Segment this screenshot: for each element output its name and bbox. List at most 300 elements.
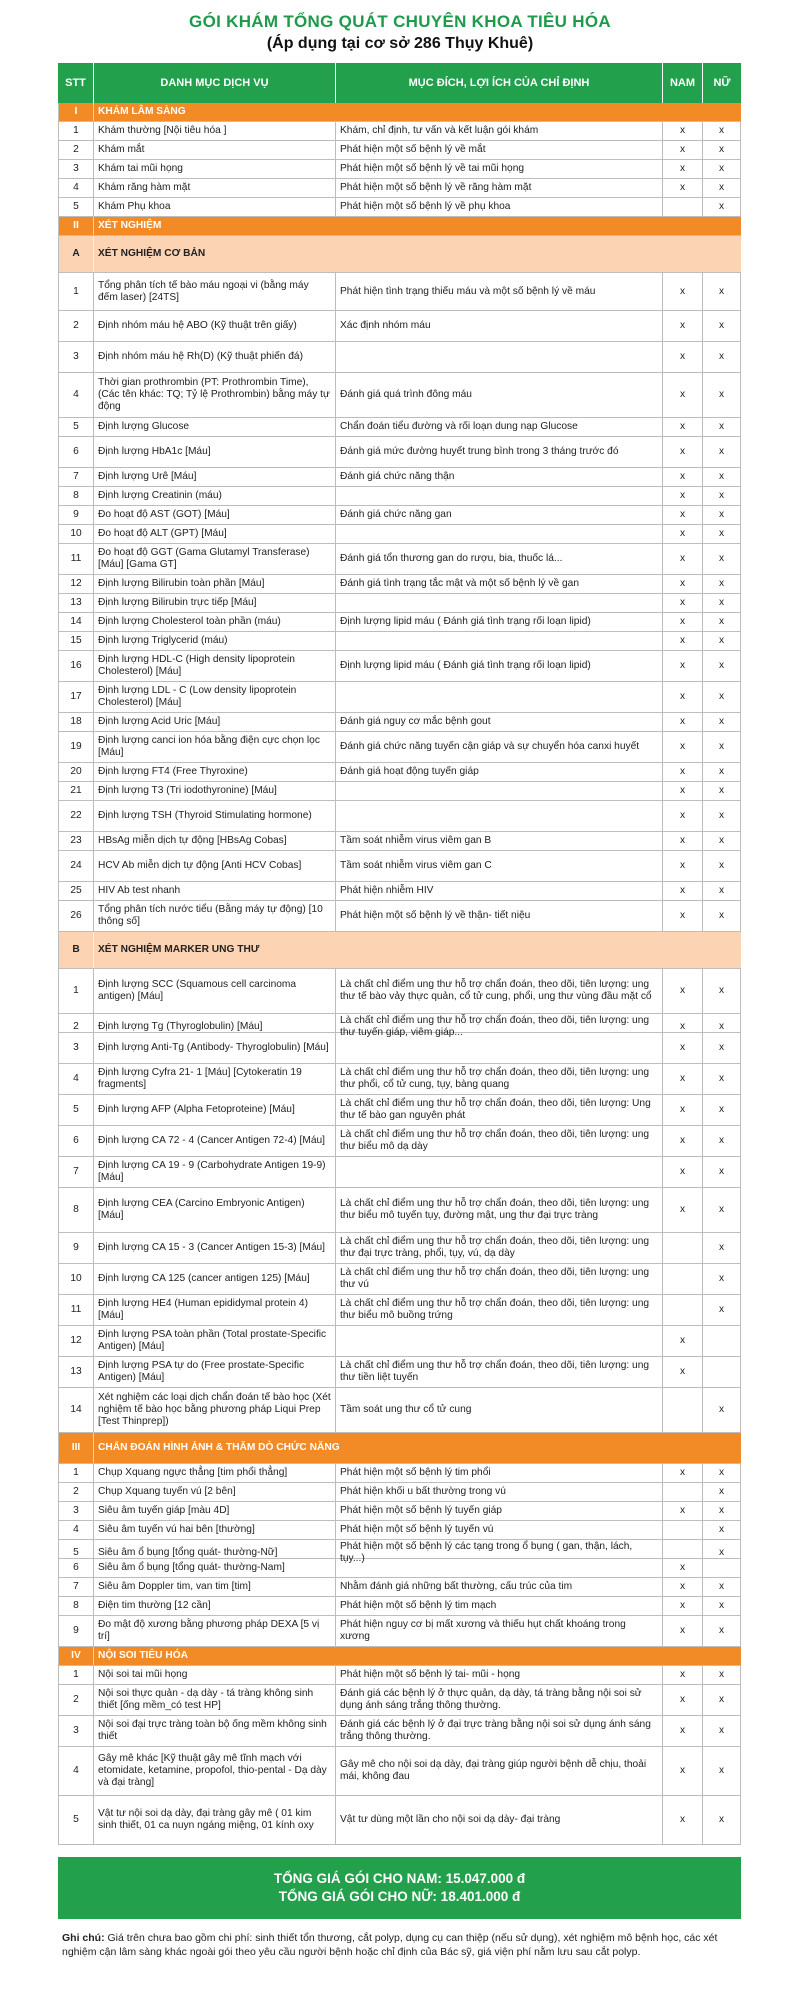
female-mark: x (703, 1095, 741, 1125)
male-mark: x (663, 682, 703, 712)
male-mark: x (663, 1033, 703, 1063)
female-mark: x (703, 1521, 741, 1539)
female-mark: x (703, 273, 741, 310)
service-purpose: Đánh giá nguy cơ mắc bệnh gout (336, 713, 663, 731)
table-row (58, 1540, 741, 1564)
table-row (58, 179, 741, 198)
section-number: A (58, 236, 94, 272)
row-stt: 5 (58, 198, 94, 216)
male-mark: x (663, 1157, 703, 1187)
female-mark: x (703, 763, 741, 781)
female-mark: x (703, 1464, 741, 1482)
service-name: Siêu âm ổ bụng [tổng quát- thường-Nam] (94, 1559, 336, 1577)
male-mark: x (663, 1616, 703, 1646)
service-purpose (336, 487, 663, 505)
section-number: IV (58, 1647, 94, 1665)
female-mark: x (703, 122, 741, 140)
service-purpose: Phát hiện một số bệnh lý về phụ khoa (336, 198, 663, 216)
male-mark (663, 1295, 703, 1325)
service-name: Thời gian prothrombin (PT: Prothrombin Time), (Các tên khác: TQ; Tỷ lệ Prothrombin) bằng máy tự động (94, 373, 336, 417)
service-purpose: Là chất chỉ điểm ung thư hỗ trợ chẩn đoán, theo dõi, tiên lượng: ung thư tuyến giáp, viêm giáp... (336, 1014, 663, 1040)
service-purpose (336, 682, 663, 712)
service-purpose: Xác định nhóm máu (336, 311, 663, 341)
section-title: KHÁM LÂM SÀNG (98, 106, 186, 117)
female-mark: x (703, 575, 741, 593)
table-row (58, 342, 741, 373)
row-stt: 2 (58, 311, 94, 341)
female-mark: x (703, 1295, 741, 1325)
service-name: Định lượng CEA (Carcino Embryonic Antigen) [Máu] (94, 1188, 336, 1232)
row-stt: 26 (58, 901, 94, 931)
services-table (58, 63, 741, 1845)
table-row (58, 1597, 741, 1616)
table-row (58, 506, 741, 525)
service-purpose: Đánh giá chức năng tuyến cận giáp và sự chuyển hóa canxi huyết (336, 732, 663, 762)
service-name: Điện tim thường [12 cần] (94, 1597, 336, 1615)
service-name: Định lượng Tg (Thyroglobulin) [Máu] (94, 1014, 336, 1040)
service-purpose: Đánh giá các bệnh lý ở thực quản, dạ dày, tá tràng bằng nội soi sử dụng ánh sáng trắng thông thường. (336, 1685, 663, 1715)
male-mark: x (663, 525, 703, 543)
row-stt: 13 (58, 594, 94, 612)
table-row (58, 801, 741, 832)
female-mark: x (703, 311, 741, 341)
service-purpose: Là chất chỉ điểm ung thư hỗ trợ chẩn đoán, theo dõi, tiên lượng: ung thư đại trực tràng, phổi, tụy, vú, dạ dày (336, 1233, 663, 1263)
table-row (58, 1747, 741, 1796)
service-name: Siêu âm tuyến giáp [màu 4D] (94, 1502, 336, 1520)
row-stt: 5 (58, 1095, 94, 1125)
service-name: Chụp Xquang tuyến vú [2 bên] (94, 1483, 336, 1501)
service-name: Định lượng HE4 (Human epididymal protein 4) [Máu] (94, 1295, 336, 1325)
service-purpose: Định lượng lipid máu ( Đánh giá tình trạng rối loạn lipid) (336, 651, 663, 681)
row-stt: 1 (58, 969, 94, 1013)
female-mark: x (703, 418, 741, 436)
male-mark: x (663, 901, 703, 931)
male-mark: x (663, 1464, 703, 1482)
service-purpose: Đánh giá quá trình đông máu (336, 373, 663, 417)
table-row (58, 525, 741, 544)
row-stt: 16 (58, 651, 94, 681)
service-purpose: Phát hiện một số bệnh lý về mắt (336, 141, 663, 159)
service-purpose: Phát hiện một số bệnh lý tai- mũi - họng (336, 1666, 663, 1684)
service-name: Định lượng CA 125 (cancer antigen 125) [Máu] (94, 1264, 336, 1294)
female-mark: x (703, 373, 741, 417)
male-mark: x (663, 613, 703, 631)
service-purpose: Phát hiện tình trạng thiếu máu và một số bệnh lý về máu (336, 273, 663, 310)
service-purpose: Tầm soát nhiễm virus viêm gan B (336, 832, 663, 850)
service-name: Đo hoạt độ GGT (Gama Glutamyl Transferase) [Máu] [Gama GT] (94, 544, 336, 574)
service-name: Định lượng Glucose (94, 418, 336, 436)
subsection-row (58, 932, 741, 969)
service-purpose (336, 1559, 663, 1577)
female-mark: x (703, 141, 741, 159)
female-mark: x (703, 832, 741, 850)
male-mark (663, 198, 703, 216)
row-stt: 2 (58, 141, 94, 159)
female-mark: x (703, 1540, 741, 1566)
service-name: Khám mắt (94, 141, 336, 159)
table-row (58, 437, 741, 468)
service-name: Khám Phụ khoa (94, 198, 336, 216)
service-name: Đo hoạt độ AST (GOT) [Máu] (94, 506, 336, 524)
service-name: Định lượng Cyfra 21- 1 [Máu] [Cytokeratin 19 fragments] (94, 1064, 336, 1094)
female-mark: x (703, 1685, 741, 1715)
service-name: HCV Ab miễn dịch tự động [Anti HCV Cobas] (94, 851, 336, 881)
service-purpose (336, 594, 663, 612)
table-body (58, 103, 741, 1845)
service-purpose: Là chất chỉ điểm ung thư hỗ trợ chẩn đoán, theo dõi, tiên lượng: Ung thư tế bào gan nguyên phát (336, 1095, 663, 1125)
service-name: Khám răng hàm mặt (94, 179, 336, 197)
female-mark: x (703, 732, 741, 762)
table-row (58, 1388, 741, 1433)
female-mark: x (703, 1616, 741, 1646)
row-stt: 6 (58, 1559, 94, 1577)
service-purpose (336, 1157, 663, 1187)
service-purpose: Phát hiện một số bệnh lý về thận- tiết niệu (336, 901, 663, 931)
service-purpose: Phát hiện một số bệnh lý tuyến giáp (336, 1502, 663, 1520)
female-mark: x (703, 1666, 741, 1684)
table-row (58, 373, 741, 418)
male-mark: x (663, 342, 703, 372)
section-row (58, 1647, 741, 1666)
table-row (58, 1188, 741, 1233)
table-row (58, 1796, 741, 1845)
header-stt: STT (58, 63, 94, 103)
table-row (58, 1559, 741, 1578)
male-mark: x (663, 801, 703, 831)
table-row (58, 763, 741, 782)
row-stt: 17 (58, 682, 94, 712)
table-row (58, 1578, 741, 1597)
male-mark: x (663, 1666, 703, 1684)
row-stt: 19 (58, 732, 94, 762)
table-row (58, 713, 741, 732)
service-name: Định lượng Triglycerid (máu) (94, 632, 336, 650)
section-row (58, 217, 741, 236)
table-row (58, 160, 741, 179)
service-name: Định lượng Acid Uric [Máu] (94, 713, 336, 731)
service-purpose: Khám, chỉ định, tư vấn và kết luận gói khám (336, 122, 663, 140)
female-mark: x (703, 1033, 741, 1063)
section-title: XÉT NGHIỆM (98, 220, 162, 231)
service-name: Chụp Xquang ngực thẳng [tim phổi thẳng] (94, 1464, 336, 1482)
row-stt: 3 (58, 1716, 94, 1746)
male-mark: x (663, 1357, 703, 1387)
service-purpose: Phát hiện một số bệnh lý các tạng trong ổ bụng ( gan, thận, lách, tụy...) (336, 1540, 663, 1566)
female-mark: x (703, 1483, 741, 1501)
row-stt: 3 (58, 1033, 94, 1063)
table-row (58, 732, 741, 763)
service-name: Định lượng canci ion hóa bằng điện cực chọn lọc [Máu] (94, 732, 336, 762)
table-row (58, 1357, 741, 1388)
row-stt: 14 (58, 613, 94, 631)
table-row (58, 1716, 741, 1747)
male-mark: x (663, 418, 703, 436)
row-stt: 3 (58, 1502, 94, 1520)
service-purpose: Định lượng lipid máu ( Đánh giá tình trạng rối loạn lipid) (336, 613, 663, 631)
table-row (58, 311, 741, 342)
male-mark: x (663, 651, 703, 681)
female-mark (703, 1357, 741, 1387)
row-stt: 14 (58, 1388, 94, 1432)
table-row (58, 1502, 741, 1521)
female-mark: x (703, 342, 741, 372)
table-row (58, 273, 741, 311)
table-row (58, 198, 741, 217)
table-row (58, 1616, 741, 1647)
footnote-label: Ghi chú: (62, 1932, 105, 1944)
female-mark: x (703, 651, 741, 681)
service-purpose: Phát hiện khối u bất thường trong vú (336, 1483, 663, 1501)
subsection-row (58, 236, 741, 273)
male-mark: x (663, 1685, 703, 1715)
row-stt: 13 (58, 1357, 94, 1387)
female-mark: x (703, 1578, 741, 1596)
female-mark: x (703, 901, 741, 931)
section-row (58, 103, 741, 122)
service-name: Định lượng PSA tự do (Free prostate-Specific Antigen) [Máu] (94, 1357, 336, 1387)
table-row (58, 1295, 741, 1326)
female-mark: x (703, 632, 741, 650)
service-purpose: Phát hiện một số bệnh lý tim phổi (336, 1464, 663, 1482)
female-mark: x (703, 525, 741, 543)
header-male: NAM (663, 63, 703, 103)
service-purpose (336, 342, 663, 372)
table-row (58, 832, 741, 851)
row-stt: 12 (58, 1326, 94, 1356)
male-mark: x (663, 506, 703, 524)
row-stt: 5 (58, 1796, 94, 1844)
table-row (58, 1264, 741, 1295)
row-stt: 7 (58, 1157, 94, 1187)
service-name: Định lượng CA 19 - 9 (Carbohydrate Antigen 19-9) [Máu] (94, 1157, 336, 1187)
row-stt: 11 (58, 544, 94, 574)
row-stt: 1 (58, 1666, 94, 1684)
row-stt: 5 (58, 1540, 94, 1566)
service-name: Định lượng PSA toàn phần (Total prostate-Specific Antigen) [Máu] (94, 1326, 336, 1356)
service-name: Đo mật độ xương bằng phương pháp DEXA [5 vị trí] (94, 1616, 336, 1646)
male-mark: x (663, 1559, 703, 1577)
male-mark: x (663, 1578, 703, 1596)
row-stt: 10 (58, 1264, 94, 1294)
row-stt: 2 (58, 1685, 94, 1715)
female-mark: x (703, 782, 741, 800)
section-number: II (58, 217, 94, 235)
service-purpose (336, 1033, 663, 1063)
table-row (58, 782, 741, 801)
service-purpose: Phát hiện nhiễm HIV (336, 882, 663, 900)
female-mark: x (703, 198, 741, 216)
service-name: Nội soi tai mũi họng (94, 1666, 336, 1684)
service-name: Siêu âm Doppler tim, van tim [tim] (94, 1578, 336, 1596)
female-mark (703, 1559, 741, 1577)
service-name: Vật tư nội soi dạ dày, đại tràng gây mê ( 01 kim sinh thiết, 01 ca nuyn ngáng miệng, 01 kính oxy (94, 1796, 336, 1844)
table-row (58, 468, 741, 487)
female-mark: x (703, 1157, 741, 1187)
service-purpose: Nhằm đánh giá những bất thường, cấu trúc của tim (336, 1578, 663, 1596)
table-row (58, 418, 741, 437)
section-number: I (58, 103, 94, 121)
female-mark (703, 1326, 741, 1356)
row-stt: 22 (58, 801, 94, 831)
row-stt: 10 (58, 525, 94, 543)
female-mark: x (703, 682, 741, 712)
service-purpose: Đánh giá các bệnh lý ở đại trực tràng bằng nội soi sử dụng ánh sáng trắng thông thường. (336, 1716, 663, 1746)
service-purpose: Là chất chỉ điểm ung thư hỗ trợ chẩn đoán, theo dõi, tiên lượng: ung thư vú (336, 1264, 663, 1294)
total-price-box (58, 1857, 741, 1919)
section-row (58, 1433, 741, 1464)
table-row (58, 682, 741, 713)
table-row (58, 1483, 741, 1502)
service-name: Định lượng LDL - C (Low density lipoprotein Cholesterol) [Máu] (94, 682, 336, 712)
service-name: Xét nghiệm các loại dịch chẩn đoán tế bào học (Xét nghiệm tế bào học bằng phương pháp Liqui Prep [Test Thinprep]) (94, 1388, 336, 1432)
row-stt: 1 (58, 122, 94, 140)
service-name: Định lượng Urê [Máu] (94, 468, 336, 486)
row-stt: 4 (58, 179, 94, 197)
male-mark: x (663, 141, 703, 159)
female-mark: x (703, 1126, 741, 1156)
male-mark: x (663, 575, 703, 593)
service-name: Định lượng CA 15 - 3 (Cancer Antigen 15-3) [Máu] (94, 1233, 336, 1263)
table-row (58, 1064, 741, 1095)
section-title: NỘI SOI TIÊU HÓA (98, 1650, 188, 1661)
service-purpose: Vật tư dùng một lần cho nội soi dạ dày- đại tràng (336, 1796, 663, 1844)
female-mark: x (703, 1064, 741, 1094)
row-stt: 1 (58, 1464, 94, 1482)
female-mark: x (703, 437, 741, 467)
male-mark: x (663, 1014, 703, 1040)
table-row (58, 575, 741, 594)
table-row (58, 594, 741, 613)
service-purpose: Là chất chỉ điểm ung thư hỗ trợ chẩn đoán, theo dõi, tiên lượng: ung thư tế bào vảy thực quản, cổ tử cung, phổi, ung thư vùng đầu mặt cổ (336, 969, 663, 1013)
table-row (58, 632, 741, 651)
table-row (58, 1464, 741, 1483)
row-stt: 3 (58, 342, 94, 372)
female-mark: x (703, 1264, 741, 1294)
female-mark: x (703, 1502, 741, 1520)
female-mark: x (703, 713, 741, 731)
male-mark: x (663, 544, 703, 574)
female-mark: x (703, 1014, 741, 1040)
female-mark: x (703, 1233, 741, 1263)
male-mark: x (663, 1095, 703, 1125)
table-header (58, 63, 741, 103)
table-row (58, 1666, 741, 1685)
male-mark: x (663, 1502, 703, 1520)
row-stt: 9 (58, 506, 94, 524)
row-stt: 6 (58, 437, 94, 467)
service-name: Nội soi thực quản - dạ dày - tá tràng không sinh thiết [ống mềm_có test HP] (94, 1685, 336, 1715)
service-purpose: Đánh giá chức năng thận (336, 468, 663, 486)
page-title: GÓI KHÁM TỔNG QUÁT CHUYÊN KHOA TIÊU HÓA (189, 12, 611, 31)
service-name: Định nhóm máu hệ ABO (Kỹ thuật trên giấy) (94, 311, 336, 341)
male-mark (663, 1388, 703, 1432)
table-row (58, 1685, 741, 1716)
row-stt: 11 (58, 1295, 94, 1325)
table-row (58, 613, 741, 632)
service-purpose: Phát hiện một số bệnh lý về tai mũi họng (336, 160, 663, 178)
row-stt: 4 (58, 1521, 94, 1539)
service-name: Định lượng FT4 (Free Thyroxine) (94, 763, 336, 781)
male-mark: x (663, 1716, 703, 1746)
service-name: Gây mê khác [Kỹ thuật gây mê tĩnh mạch với etomidate, ketamine, propofol, thio-pental - Dạ dày và đại tràng] (94, 1747, 336, 1795)
row-stt: 1 (58, 273, 94, 310)
female-mark: x (703, 1747, 741, 1795)
row-stt: 21 (58, 782, 94, 800)
row-stt: 8 (58, 487, 94, 505)
row-stt: 20 (58, 763, 94, 781)
service-name: Tổng phân tích nước tiểu (Bằng máy tự động) [10 thông số] (94, 901, 336, 931)
female-mark: x (703, 594, 741, 612)
table-row (58, 1014, 741, 1038)
service-name: HBsAg miễn dịch tự động [HBsAg Cobas] (94, 832, 336, 850)
header-female: NỮ (713, 77, 731, 89)
service-purpose: Đánh giá tổn thương gan do rượu, bia, thuốc lá... (336, 544, 663, 574)
male-mark: x (663, 373, 703, 417)
row-stt: 18 (58, 713, 94, 731)
row-stt: 25 (58, 882, 94, 900)
service-purpose: Phát hiện một số bệnh lý tuyến vú (336, 1521, 663, 1539)
service-name: Đo hoạt độ ALT (GPT) [Máu] (94, 525, 336, 543)
total-female-price: TỔNG GIÁ GÓI CHO NỮ: 18.401.000 đ (278, 1889, 521, 1904)
table-row (58, 1521, 741, 1540)
service-purpose (336, 525, 663, 543)
table-row (58, 141, 741, 160)
total-male-price: TỔNG GIÁ GÓI CHO NAM: 15.047.000 đ (273, 1871, 526, 1886)
service-purpose: Phát hiện nguy cơ bị mất xương và thiếu hụt chất khoáng trong xương (336, 1616, 663, 1646)
table-row (58, 882, 741, 901)
section-number: III (58, 1433, 94, 1463)
service-purpose: Tầm soát nhiễm virus viêm gan C (336, 851, 663, 881)
header-service: DANH MỤC DỊCH VỤ (94, 63, 336, 103)
table-row (58, 1033, 741, 1064)
male-mark (663, 1521, 703, 1539)
male-mark: x (663, 851, 703, 881)
service-name: Siêu âm tuyến vú hai bên [thường] (94, 1521, 336, 1539)
male-mark: x (663, 832, 703, 850)
male-mark: x (663, 763, 703, 781)
service-purpose: Là chất chỉ điểm ung thư hỗ trợ chẩn đoán, theo dõi, tiên lượng: ung thư tiền liệt tuyến (336, 1357, 663, 1387)
service-purpose: Là chất chỉ điểm ung thư hỗ trợ chẩn đoán, theo dõi, tiên lượng: ung thư phổi, cổ tử cung, tụy, bàng quang (336, 1064, 663, 1094)
service-name: HIV Ab test nhanh (94, 882, 336, 900)
female-mark: x (703, 179, 741, 197)
table-row (58, 544, 741, 575)
service-purpose: Chẩn đoán tiểu đường và rối loạn dung nạp Glucose (336, 418, 663, 436)
male-mark: x (663, 122, 703, 140)
service-name: Nội soi đại trực tràng toàn bộ ống mềm không sinh thiết (94, 1716, 336, 1746)
row-stt: 8 (58, 1597, 94, 1615)
service-purpose: Là chất chỉ điểm ung thư hỗ trợ chẩn đoán, theo dõi, tiên lượng: ung thư biểu mô tuyến tụy, đường mật, ung thư đại trực tràng (336, 1188, 663, 1232)
female-mark: x (703, 613, 741, 631)
male-mark: x (663, 782, 703, 800)
row-stt: 15 (58, 632, 94, 650)
male-mark (663, 1264, 703, 1294)
male-mark: x (663, 1747, 703, 1795)
row-stt: 2 (58, 1014, 94, 1040)
footnote-text: Giá trên chưa bao gồm chi phí: sinh thiết tổn thương, cắt polyp, dụng cụ can thiệp (nếu sử dụng), xét nghiệm mô bệnh học, các xét nghiệm cận lâm sàng khác ngoài gói theo yêu cầu người bệnh hoặc chỉ định của Bác sỹ, giá viện phí nằm lưu sau cắt polyp. (62, 1932, 718, 1958)
table-row (58, 487, 741, 506)
row-stt: 5 (58, 418, 94, 436)
female-mark: x (703, 160, 741, 178)
male-mark (663, 1233, 703, 1263)
male-mark: x (663, 882, 703, 900)
male-mark (663, 1483, 703, 1501)
female-mark: x (703, 851, 741, 881)
male-mark: x (663, 179, 703, 197)
service-purpose: Đánh giá chức năng gan (336, 506, 663, 524)
service-name: Định lượng Cholesterol toàn phần (máu) (94, 613, 336, 631)
service-name: Siêu âm ổ bụng [tổng quát- thường-Nữ] (94, 1540, 336, 1566)
table-row (58, 1233, 741, 1264)
